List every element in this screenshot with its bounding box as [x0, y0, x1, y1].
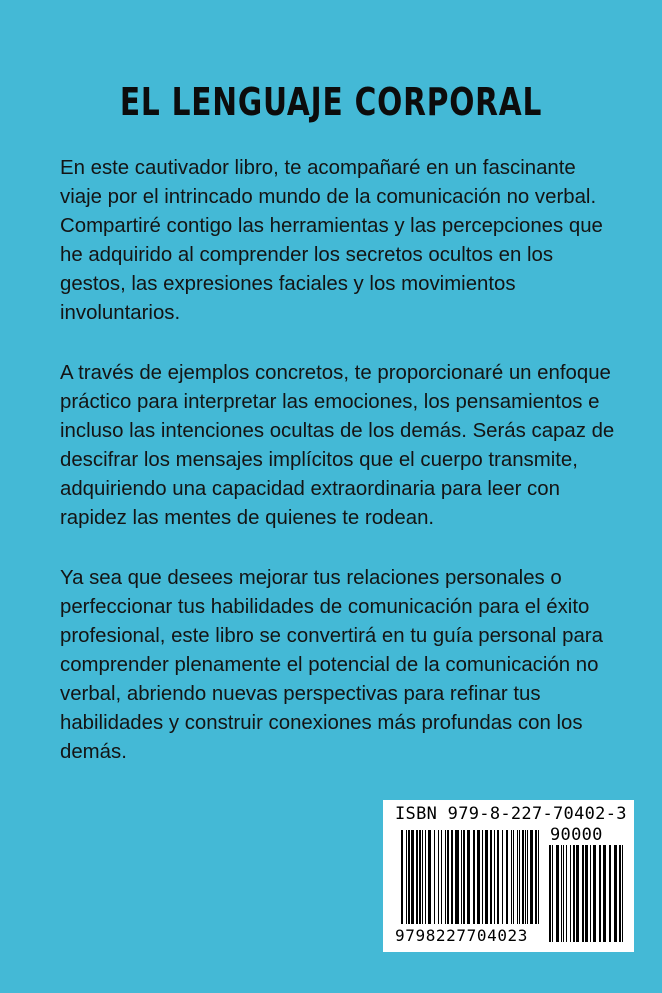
barcode-bar	[549, 845, 551, 942]
barcode-bar	[455, 830, 459, 924]
barcode-bar	[463, 830, 465, 924]
barcode-bar	[422, 830, 423, 924]
barcode-bar	[447, 830, 449, 924]
barcode-bar	[619, 845, 621, 942]
barcode-bar	[451, 830, 453, 924]
addon-bars	[549, 845, 623, 942]
barcode-bar	[494, 830, 495, 924]
barcode-bar	[511, 830, 512, 924]
book-title: EL LENGUAJE CORPORAL	[119, 80, 543, 124]
barcode-bar	[590, 845, 591, 942]
barcode-bar	[593, 845, 596, 942]
description-paragraph-2: A través de ejemplos concretos, te proporcionaré un enfoque práctico para interpretar las emociones, los pensamientos e incluso las intenciones ocultas de los demás. Serás capaz de descifrar los mensajes implícitos que el cuerpo transmite, adquiriendo una capacidad extraordinaria para leer con rapidez las mentes de quienes te rodean.	[60, 362, 615, 529]
barcode-bar	[477, 830, 480, 924]
barcode-bar	[561, 845, 562, 942]
ean13-bars	[401, 830, 539, 924]
ean-digits: 9798227704023	[395, 926, 529, 945]
barcode-bar	[416, 830, 418, 924]
barcode-bar	[434, 830, 435, 924]
barcode-bar	[408, 830, 410, 924]
barcode-bar	[490, 830, 492, 924]
barcode-bar	[497, 830, 499, 924]
barcode-bar	[525, 830, 526, 924]
barcode-bar	[538, 830, 539, 924]
barcode-bar	[566, 845, 567, 942]
barcode-bar	[482, 830, 483, 924]
barcode-bar	[445, 830, 446, 924]
barcode-bar	[530, 830, 533, 924]
barcode-bar	[517, 830, 518, 924]
barcode-bar	[576, 845, 579, 942]
back-cover-description	[60, 154, 620, 798]
barcode-bar	[614, 845, 617, 942]
barcode-bar	[438, 830, 439, 924]
isbn-label: ISBN 979-8-227-70402-3	[395, 804, 627, 824]
barcode-bar	[506, 830, 508, 924]
barcode-bar	[419, 830, 421, 924]
barcode-bar	[535, 830, 537, 924]
price-addon-label: 90000	[550, 825, 603, 845]
barcode-bar	[411, 830, 414, 924]
barcode-bar	[609, 845, 611, 942]
isbn-barcode-block	[383, 800, 634, 952]
barcode-bar	[585, 845, 588, 942]
barcode-bar	[552, 845, 553, 942]
barcode-bar	[527, 830, 528, 924]
barcode-bar	[519, 830, 520, 924]
barcode-bar	[473, 830, 475, 924]
barcode-bar	[467, 830, 470, 924]
barcode-bar	[622, 845, 623, 942]
barcode-bar	[406, 830, 407, 924]
barcode-bar	[461, 830, 462, 924]
barcode-bar	[603, 845, 606, 942]
barcode-bar	[599, 845, 601, 942]
barcode-bar	[502, 830, 503, 924]
barcode-bar	[401, 830, 403, 924]
barcode-bar	[573, 845, 575, 942]
barcode-bar	[425, 830, 426, 924]
description-paragraph-3: Ya sea que desees mejorar tus relaciones personales o perfeccionar tus habilidades de comunicación para el éxito profesional, este libro se convertirá en tu guía personal para comprender plenamente el potencial de la comunicación no verbal, abriendo nuevas perspectivas para refinar tus habilidades y construir conexiones más profundas con los demás.	[60, 567, 603, 763]
barcode-bar	[563, 845, 564, 942]
barcode-bar	[556, 845, 559, 942]
barcode-bar	[522, 830, 524, 924]
barcode-bar	[441, 830, 442, 924]
barcode-bar	[428, 830, 431, 924]
description-paragraph-1: En este cautivador libro, te acompañaré en un fascinante viaje por el intrincado mundo de la comunicación no verbal. Compartiré contigo las herramientas y las percepciones que he adquirido al comprender los secretos ocultos en los gestos, las expresiones faciales y los movimientos involuntarios.	[60, 157, 603, 324]
barcode-bar	[582, 845, 584, 942]
barcode-bar	[570, 845, 571, 942]
barcode-bar	[513, 830, 514, 924]
barcode-bar	[485, 830, 488, 924]
